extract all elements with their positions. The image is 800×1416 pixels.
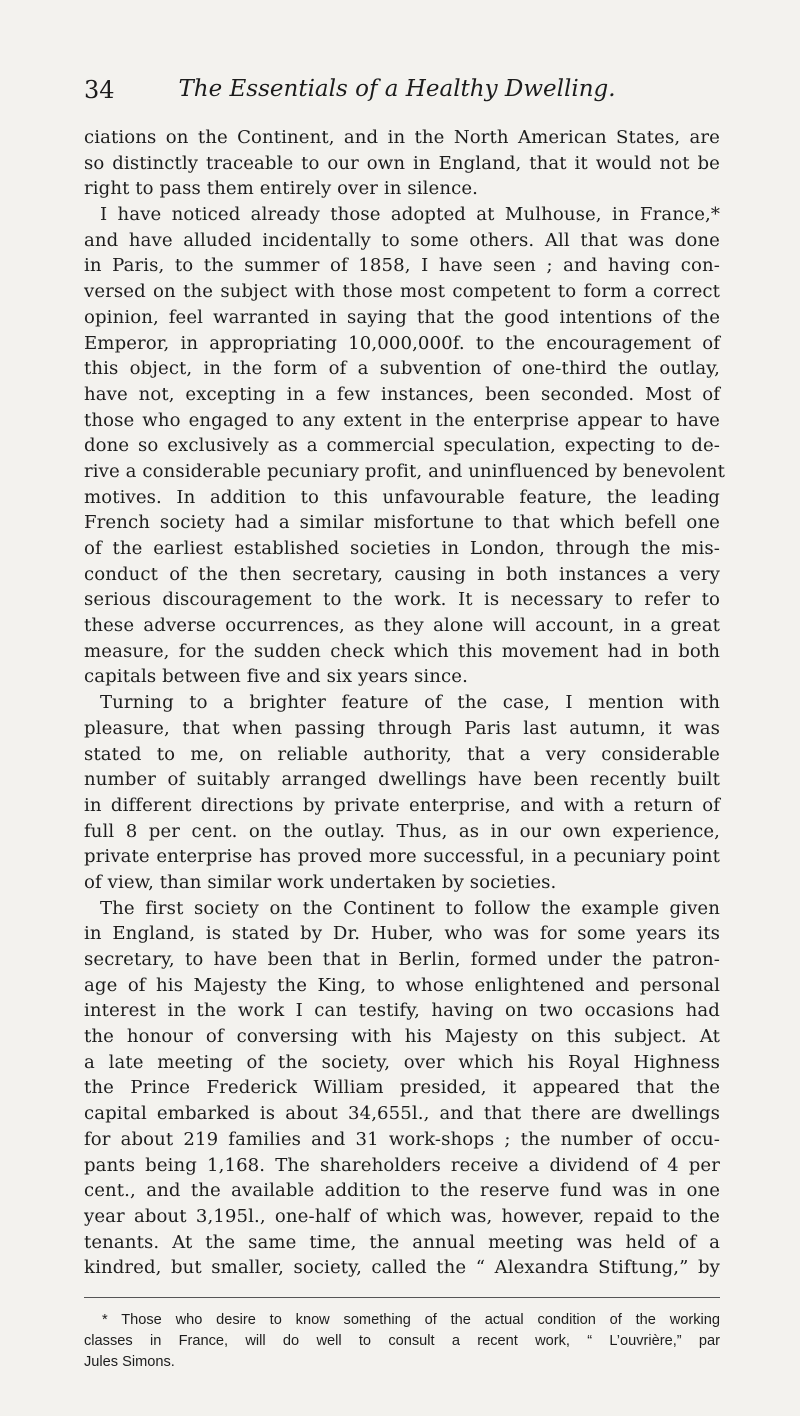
text-line: in Paris, to the summer of 1858, I have seen ; and having con-	[84, 255, 720, 277]
text-line: capital embarked is about 34,655l., and that there are dwellings	[84, 1103, 720, 1125]
text-line: the Prince Frederick William presided, it appeared that the	[84, 1077, 720, 1099]
text-line: year about 3,195l., one-half of which was, however, repaid to the	[84, 1205, 720, 1227]
text-line: opinion, feel warranted in saying that the good intentions of the	[84, 306, 720, 328]
footnote-line: * Those who desire to know something of the actual condition of the working	[102, 1312, 720, 1328]
text-line: stated to me, on reliable authority, that a very considerable	[84, 743, 720, 765]
page-number: 34	[84, 76, 115, 104]
text-line: serious discouragement to the work. It is necessary to refer to	[84, 589, 720, 611]
text-line: these adverse occurrences, as they alone will account, in a great	[84, 615, 720, 637]
text-line: French society had a similar misfortune to that which befell one	[84, 512, 720, 534]
text-line: in different directions by private enterprise, and with a return of	[84, 794, 720, 816]
text-line: private enterprise has proved more successful, in a pecuniary point	[84, 846, 720, 868]
body-text	[84, 125, 726, 1281]
text-line: age of his Majesty the King, to whose enlightened and personal	[84, 974, 720, 996]
text-line: and have alluded incidentally to some others. All that was done	[84, 229, 720, 251]
text-line: capitals between five and six years since.	[84, 666, 468, 688]
footnote-line: Jules Simons.	[84, 1354, 175, 1370]
text-line: of view, than similar work undertaken by societies.	[84, 871, 557, 893]
text-line: Emperor, in appropriating 10,000,000f. to the encouragement of	[84, 332, 720, 354]
text-line: for about 219 families and 31 work-shops ; the number of occu-	[84, 1128, 720, 1150]
text-line: conduct of the then secretary, causing in both instances a very	[84, 563, 720, 585]
footnote-divider	[84, 1297, 720, 1298]
text-line: number of suitably arranged dwellings have been recently built	[84, 769, 720, 791]
text-line: kindred, but smaller, society, called the “ Alexandra Stiftung,” by	[84, 1257, 720, 1279]
text-line: of the earliest established societies in London, through the mis-	[84, 538, 720, 559]
page-header	[84, 76, 710, 110]
text-line: cent., and the available addition to the reserve fund was in one	[84, 1180, 720, 1202]
text-line: right to pass them entirely over in silence.	[84, 178, 479, 200]
text-line: done so exclusively as a commercial speculation, expecting to de-	[84, 435, 720, 457]
text-line: a late meeting of the society, over which his Royal Highness	[84, 1051, 720, 1073]
running-title: The Essentials of a Healthy Dwelling.	[178, 76, 616, 102]
text-line: those who engaged to any extent in the enterprise appear to have	[84, 409, 720, 431]
text-line: the honour of conversing with his Majesty on this subject. At	[84, 1026, 720, 1048]
text-line: secretary, to have been that in Berlin, formed under the patron-	[84, 949, 720, 970]
text-line: tenants. At the same time, the annual meeting was held of a	[84, 1231, 720, 1253]
text-line: full 8 per cent. on the outlay. Thus, as in our own experience,	[84, 820, 720, 842]
text-line: this object, in the form of a subvention of one-third the outlay,	[84, 358, 720, 380]
text-line: ciations on the Continent, and in the North American States, are	[84, 127, 720, 148]
footnote	[84, 1310, 720, 1373]
text-line: rive a considerable pecuniary profit, and uninfluenced by benevolent	[84, 460, 726, 482]
text-line: so distinctly traceable to our own in England, that it would not be	[84, 152, 720, 174]
text-line: The first society on the Continent to follow the example given	[100, 897, 720, 919]
text-line: interest in the work I can testify, having on two occasions had	[84, 1000, 720, 1022]
text-line: pleasure, that when passing through Paris last autumn, it was	[84, 717, 720, 739]
text-line: measure, for the sudden check which this movement had in both	[84, 640, 720, 662]
text-line: pants being 1,168. The shareholders receive a dividend of 4 per	[84, 1154, 720, 1176]
text-line: motives. In addition to this unfavourable feature, the leading	[84, 486, 720, 508]
footnote-line: classes in France, will do well to consult a recent work, “ L’ouvrière,” par	[84, 1333, 720, 1349]
text-line: have not, excepting in a few instances, been seconded. Most of	[84, 383, 720, 405]
text-line: Turning to a brighter feature of the case, I mention with	[100, 692, 720, 714]
text-line: I have noticed already those adopted at Mulhouse, in France,*	[100, 204, 720, 226]
text-line: in England, is stated by Dr. Huber, who was for some years its	[84, 923, 720, 945]
text-line: versed on the subject with those most competent to form a correct	[84, 281, 720, 303]
